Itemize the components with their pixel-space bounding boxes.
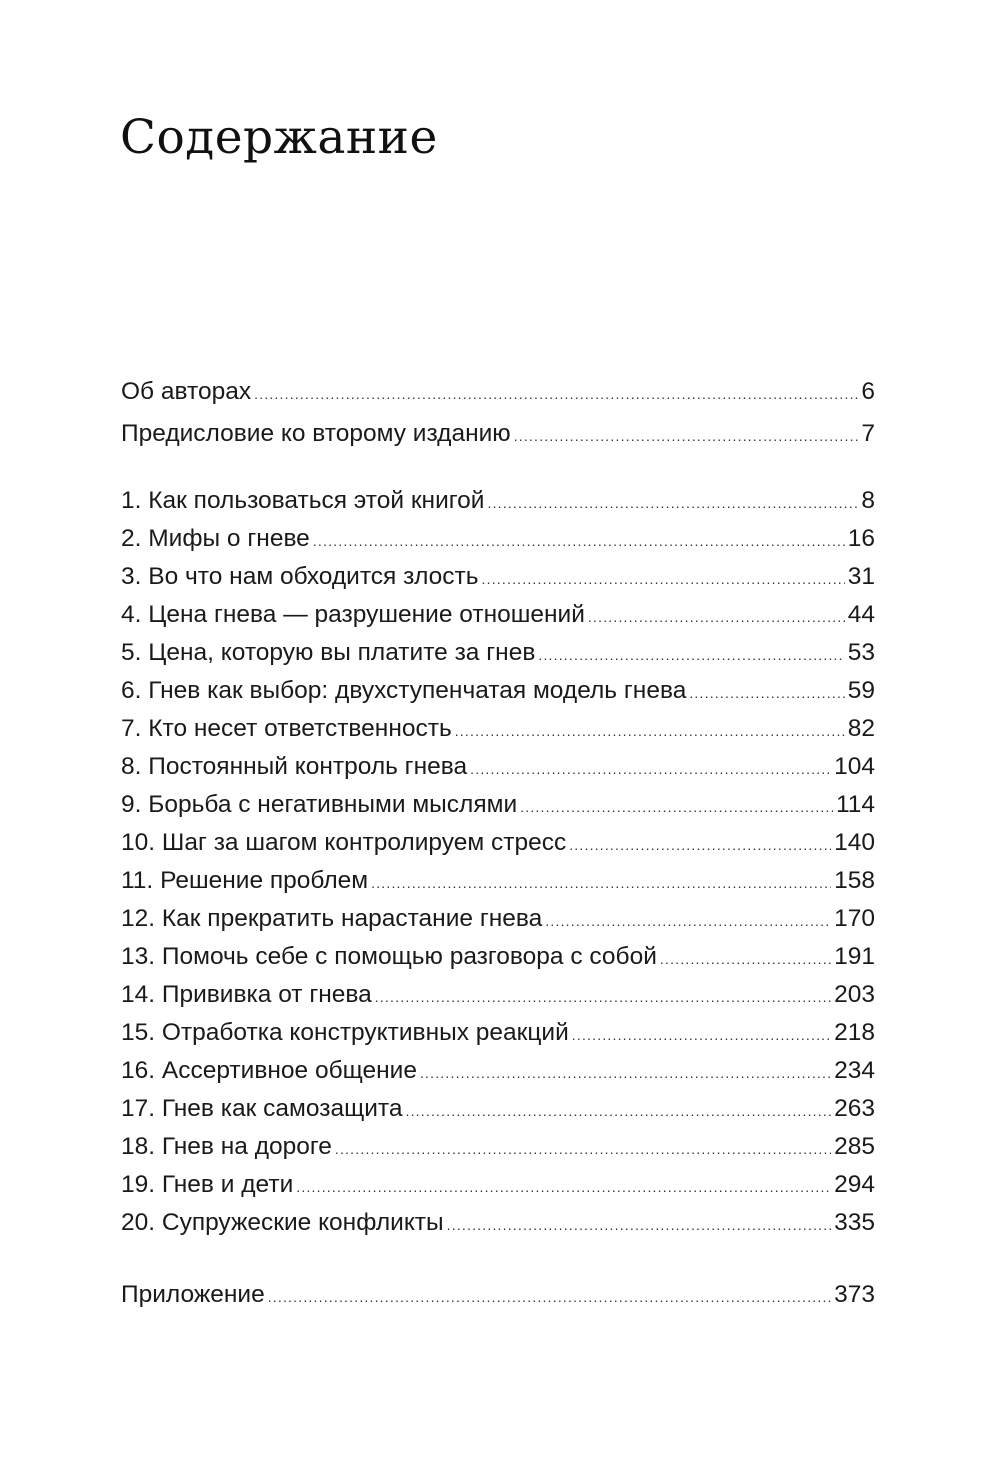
toc-chapter-number: 7. [121, 715, 142, 742]
dot-leader [313, 522, 845, 560]
dot-leader [487, 484, 858, 522]
dot-leader [514, 415, 859, 457]
toc-chapter-number: 15. [121, 1019, 156, 1046]
toc-entry-title [121, 1204, 444, 1242]
toc-entry [121, 1204, 875, 1242]
toc-entry [121, 1166, 875, 1204]
toc-entry-title [121, 976, 372, 1014]
toc-entry-title [121, 710, 452, 748]
toc-entry-title [121, 1090, 403, 1128]
toc-entry-title [121, 900, 542, 938]
toc-chapter-number: 20. [121, 1209, 156, 1236]
toc-chapter-number: 3. [121, 563, 142, 590]
toc-page-number: 114 [835, 791, 875, 818]
toc-chapter-number: 11. [121, 867, 154, 894]
toc-page-number: 294 [834, 1171, 875, 1198]
toc-entry [121, 976, 875, 1014]
toc-entry-title [121, 824, 566, 862]
toc-chapter-number: 19. [121, 1171, 156, 1198]
toc-chapter-number: 4. [121, 601, 142, 628]
toc-entry [121, 520, 875, 558]
toc-entry-title [121, 482, 484, 520]
toc-entry [121, 1014, 875, 1052]
toc-entry-label: Как пользоваться этой книгой [148, 487, 485, 514]
toc-entry-title [121, 938, 657, 976]
toc-entry-title [121, 1052, 417, 1090]
toc-entry-title [121, 862, 368, 900]
toc-page-number: 53 [847, 639, 875, 666]
toc-page-number: 335 [834, 1209, 875, 1236]
toc-page-number: 203 [834, 981, 875, 1008]
toc-page-number: 59 [847, 677, 875, 704]
toc-chapter-number: 6. [121, 677, 142, 704]
dot-leader [470, 750, 831, 788]
dot-leader [689, 674, 844, 712]
toc-entry [121, 786, 875, 824]
toc-entry [121, 482, 875, 520]
toc-entry [121, 413, 875, 455]
toc-entry [121, 1128, 875, 1166]
toc-entry [121, 672, 875, 710]
toc-entry-label: Шаг за шагом контролируем стресс [161, 829, 567, 856]
dot-leader [572, 1016, 831, 1054]
page-title: Содержание [120, 110, 438, 165]
toc-entry-label: Постоянный контроль гнева [148, 753, 468, 780]
toc-entry-label: Супружеские конфликты [161, 1209, 444, 1236]
toc-entry-title [121, 1276, 265, 1314]
dot-leader [254, 373, 858, 415]
toc-entry-title [121, 1166, 293, 1204]
toc-entry [121, 900, 875, 938]
toc-entry-label: Кто несет ответственность [148, 715, 452, 742]
toc-entry-label: Ассертивное общение [161, 1057, 417, 1084]
toc-entry [121, 558, 875, 596]
dot-leader [447, 1206, 831, 1244]
toc-chapter-number: 8. [121, 753, 142, 780]
toc-page-number: 16 [847, 525, 875, 552]
toc-entry-title [121, 596, 585, 634]
toc-entry [121, 1276, 875, 1314]
toc-entry-label: Гнев как выбор: двухступенчатая модель гнева [148, 677, 687, 704]
toc-entry-label: Борьба с негативными мыслями [148, 791, 518, 818]
toc-entry-label: Гнев как самозащита [161, 1095, 403, 1122]
toc-page-number: 158 [834, 867, 875, 894]
toc-entry-title [121, 748, 467, 786]
dot-leader [268, 1278, 831, 1316]
dot-leader [520, 788, 833, 826]
toc-entry-title [121, 786, 517, 824]
toc-entry-label: Об авторах [121, 378, 252, 405]
toc-entry-label: Как прекратить нарастание гнева [161, 905, 543, 932]
dot-leader [455, 712, 845, 750]
toc-chapter-number: 17. [121, 1095, 156, 1122]
toc-entry-label: Отработка конструктивных реакций [161, 1019, 569, 1046]
toc-page-number: 6 [861, 378, 875, 405]
toc-chapter-number: 2. [121, 525, 142, 552]
toc-entry [121, 748, 875, 786]
toc-page-number: 263 [834, 1095, 875, 1122]
toc-chapter-number: 5. [121, 639, 142, 666]
dot-leader [660, 940, 831, 978]
toc-front-matter [121, 371, 875, 455]
toc-chapter-number: 1. [121, 487, 142, 514]
toc-entry-label: Во что нам обходится злость [148, 563, 479, 590]
toc-entry [121, 824, 875, 862]
toc-entry [121, 862, 875, 900]
toc-entry-title [121, 558, 479, 596]
toc-chapter-number: 9. [121, 791, 142, 818]
toc-page-number: 285 [834, 1133, 875, 1160]
toc-page-number: 31 [847, 563, 875, 590]
toc-page-number: 218 [834, 1019, 875, 1046]
toc-entry-label: Решение проблем [160, 867, 369, 894]
toc-entry [121, 710, 875, 748]
dot-leader [482, 560, 845, 598]
toc-page-number: 8 [861, 487, 875, 514]
toc-page-number: 7 [861, 420, 875, 447]
toc-entry-label: Приложение [121, 1281, 265, 1308]
toc-entry-label: Помочь себе с помощью разговора с собой [161, 943, 657, 970]
dot-leader [296, 1168, 831, 1206]
toc-entry [121, 1090, 875, 1128]
toc-entry [121, 634, 875, 672]
toc-entry-label: Цена, которую вы платите за гнев [148, 639, 536, 666]
toc-entry-title [121, 1128, 332, 1166]
toc-page-number: 104 [834, 753, 875, 780]
toc-chapter-number: 12. [121, 905, 156, 932]
toc-chapter-number: 14. [121, 981, 156, 1008]
toc-chapter-number: 16. [121, 1057, 156, 1084]
toc-entry-label: Гнев на дороге [161, 1133, 332, 1160]
toc-page-number: 82 [847, 715, 875, 742]
dot-leader [335, 1130, 831, 1168]
toc-entry-title [121, 520, 310, 558]
dot-leader [375, 978, 831, 1016]
toc-entry-title [121, 1014, 569, 1052]
toc-chapter-number: 18. [121, 1133, 156, 1160]
toc-entry-title [121, 371, 251, 413]
toc-page-number: 44 [847, 601, 875, 628]
toc-page-number: 191 [834, 943, 875, 970]
toc-entry-title [121, 634, 535, 672]
toc-chapter-number: 10. [121, 829, 156, 856]
dot-leader [569, 826, 831, 864]
dot-leader [545, 902, 831, 940]
toc-page-number: 373 [834, 1281, 875, 1308]
toc-entry [121, 371, 875, 413]
toc-page-number: 170 [834, 905, 875, 932]
toc-chapter-number: 13. [121, 943, 156, 970]
toc-entry-label: Прививка от гнева [161, 981, 372, 1008]
toc-entry [121, 938, 875, 976]
dot-leader [406, 1092, 832, 1130]
toc-entry [121, 1052, 875, 1090]
dot-leader [588, 598, 845, 636]
toc-back-matter [121, 1276, 875, 1314]
toc-page-number: 234 [834, 1057, 875, 1084]
toc-page-number: 140 [834, 829, 875, 856]
dot-leader [371, 864, 831, 902]
toc-entry-title [121, 672, 686, 710]
toc-entry [121, 596, 875, 634]
dot-leader [538, 636, 844, 674]
toc-entry-label: Предисловие ко второму изданию [121, 420, 511, 447]
toc-entry-label: Гнев и дети [161, 1171, 294, 1198]
dot-leader [420, 1054, 831, 1092]
toc-entry-label: Цена гнева — разрушение отношений [148, 601, 585, 628]
toc-entry-title [121, 413, 511, 455]
toc-entry-label: Мифы о гневе [148, 525, 310, 552]
toc-chapters [121, 482, 875, 1242]
